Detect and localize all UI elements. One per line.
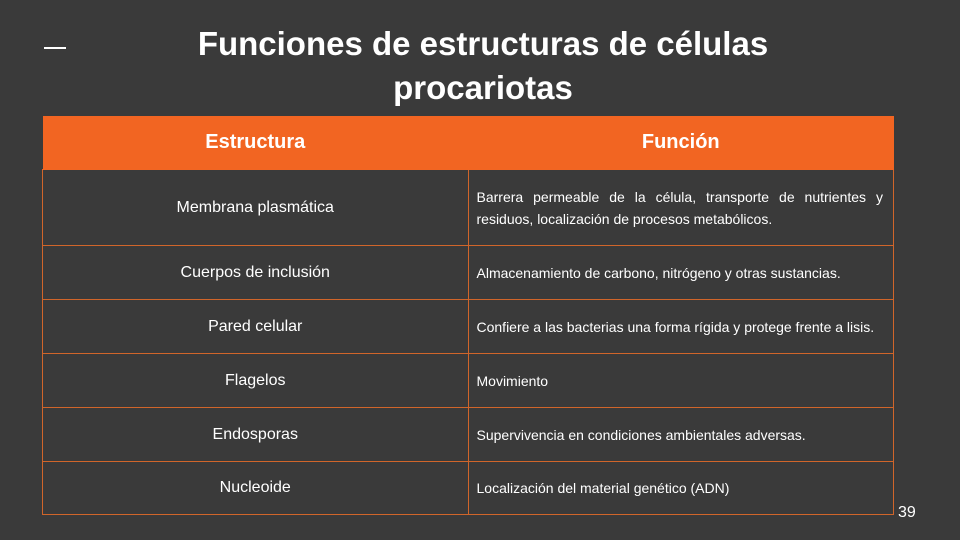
cell-function: Localización del material genético (ADN) <box>468 462 894 515</box>
slide-title: Funciones de estructuras de células procariotas <box>197 25 769 106</box>
cell-structure: Endosporas <box>43 408 469 462</box>
cell-function: Confiere a las bacterias una forma rígida y protege frente a lisis. <box>468 300 894 354</box>
cell-structure: Nucleoide <box>43 462 469 515</box>
table-row <box>43 300 894 354</box>
cell-structure: Flagelos <box>43 354 469 408</box>
header-structure: Estructura <box>43 116 469 170</box>
table-row <box>43 354 894 408</box>
cell-structure: Pared celular <box>43 300 469 354</box>
structures-table <box>42 116 894 515</box>
table-row <box>43 246 894 300</box>
cell-structure: Cuerpos de inclusión <box>43 246 469 300</box>
cell-function: Almacenamiento de carbono, nitrógeno y otras sustancias. <box>468 246 894 300</box>
cell-structure: Membrana plasmática <box>43 170 469 246</box>
page-number: 39 <box>898 504 916 521</box>
table-row <box>43 170 894 246</box>
header-function: Función <box>468 116 894 170</box>
table-row <box>43 408 894 462</box>
cell-function: Barrera permeable de la célula, transporte de nutrientes y residuos, localización de procesos metabólicos. <box>468 170 894 246</box>
cell-function: Movimiento <box>468 354 894 408</box>
table-row <box>43 462 894 515</box>
cell-function: Supervivencia en condiciones ambientales adversas. <box>468 408 894 462</box>
table-header-row <box>43 116 894 170</box>
title-dash <box>44 47 66 49</box>
